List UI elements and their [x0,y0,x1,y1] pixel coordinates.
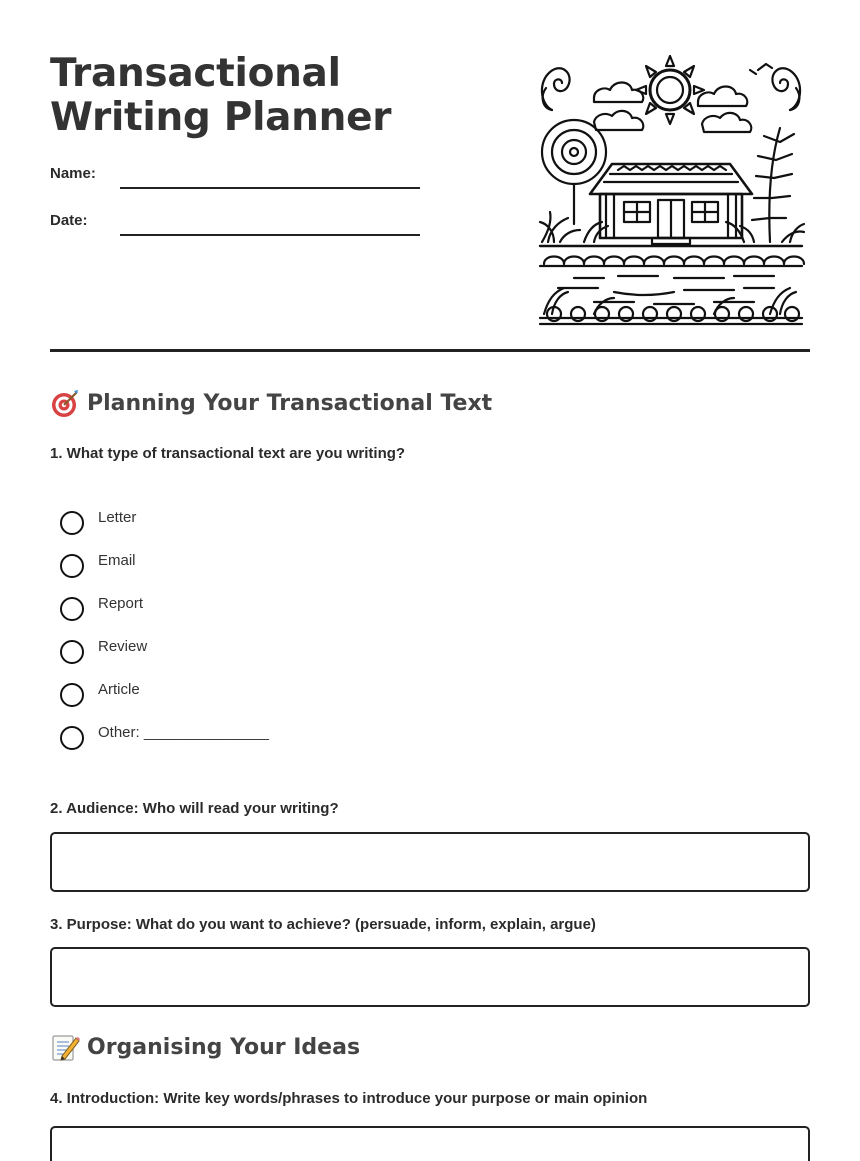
radio-button[interactable] [60,554,84,578]
purpose-answer-box[interactable] [50,947,810,1007]
swirl-border [540,307,802,324]
option-letter[interactable] [60,508,269,551]
option-review[interactable] [60,637,269,680]
water-lines [558,276,774,304]
date-field-row [50,207,420,237]
section-heading-text: Planning Your Transactional Text [87,390,493,416]
audience-answer-box[interactable] [50,832,810,892]
fern-right [752,128,794,242]
introduction-answer-box[interactable] [50,1126,810,1161]
option-label: Email [98,552,136,569]
question-4-introduction: 4. Introduction: Write key words/phrases to introduce your purpose or main opinion [50,1090,648,1107]
question-2-audience: 2. Audience: Who will read your writing? [50,800,339,817]
option-label: Report [98,595,144,612]
page-title: Transactional Writing Planner [50,51,392,140]
house-icon [590,164,752,244]
option-other[interactable] [60,723,269,766]
date-label: Date: [50,212,88,229]
radio-button[interactable] [60,726,84,750]
spiral-ornament-left [542,68,570,110]
option-email[interactable] [60,551,269,594]
radio-button[interactable] [60,640,84,664]
option-label: Letter [98,509,137,526]
memo-pencil-icon [50,1032,80,1062]
name-label: Name: [50,165,96,182]
section-heading-organising [50,1032,360,1062]
date-input-line[interactable] [120,207,420,236]
target-dart-icon [50,388,80,418]
section-heading-text: Organising Your Ideas [87,1034,361,1060]
radio-button[interactable] [60,511,84,535]
name-input-line[interactable] [120,160,420,189]
tree-left [542,120,606,224]
option-label: Other: _______________ [98,724,269,741]
question-1-text-type: 1. What type of transactional text are you writing? [50,445,406,462]
radio-button[interactable] [60,597,84,621]
sun-icon [636,56,704,124]
stone-row [540,257,804,267]
house-landscape-illustration [534,52,808,326]
radio-button[interactable] [60,683,84,707]
clouds [594,83,751,133]
spiral-ornament-right [750,64,800,110]
option-label: Article [98,681,140,698]
question-3-purpose: 3. Purpose: What do you want to achieve? (persuade, inform, explain, argue) [50,916,596,933]
header-divider [50,349,810,352]
section-heading-planning [50,388,492,418]
option-report[interactable] [60,594,269,637]
name-field-row [50,160,420,190]
text-type-options [60,508,269,766]
option-article[interactable] [60,680,269,723]
option-label: Review [98,638,148,655]
